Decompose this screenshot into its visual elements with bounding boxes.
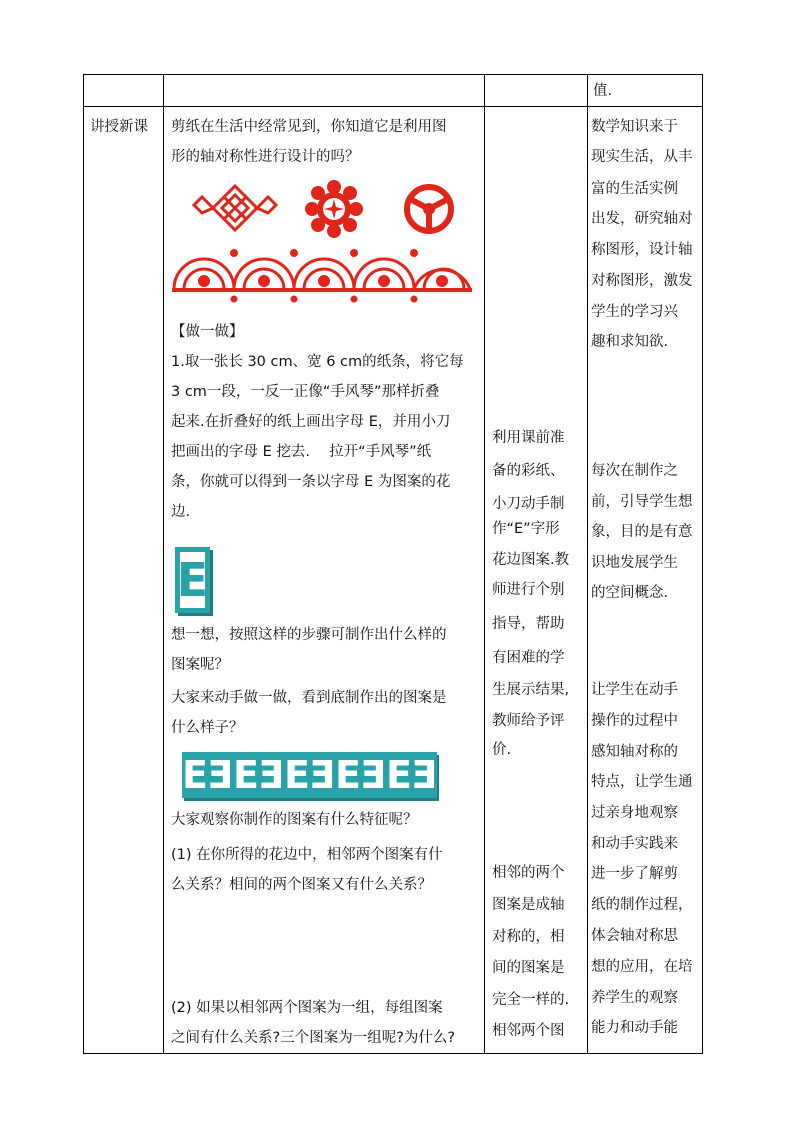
activity-line-8: 有困难的学 [492,650,565,666]
q2-line-1: (2) 如果以相邻两个图案为一组，每组图案 [171,1000,443,1016]
strip-letter-e: E [360,753,386,797]
strip-letter-e: E [386,753,412,797]
strip-letter-e: E [284,753,310,797]
activity2-line-5: 完全一样的. [492,992,570,1008]
step1-line-4: 把画出的字母 E 挖去. 拉开“手风琴”纸 [171,444,432,460]
strip-letter-e: E [207,753,233,797]
activity-line-4: 作“E”字形 [492,521,560,537]
observe-line: 大家观察你制作的图案有什么特征呢？ [171,812,418,828]
activity-line-11: 价. [492,742,512,758]
activity-line-1: 利用课前准 [492,430,565,446]
q1-line-1: (1) 在你所得的花边中，相邻两个图案有什 [171,847,443,863]
step1-line-5: 条，你就可以得到一条以字母 E 为图案的花 [171,474,451,490]
try-line-1: 大家来动手做一做，看到底制作出的图案是 [171,690,447,706]
table-border-right [702,74,703,1054]
chinese-knot-papercut [190,183,280,233]
activity2-line-2: 图案是成轴 [492,897,565,913]
activity-line-9: 生展示结果, [492,682,570,698]
activity-line-7: 指导，帮助 [492,616,565,632]
step1-line-6: 边. [171,504,191,520]
flower-papercut [305,180,363,238]
table-divider-1 [163,74,164,1054]
intent2-line-3: 象，目的是有意 [591,524,693,540]
table-divider-3 [587,74,588,1054]
intent3-line-4: 特点，让学生通 [591,774,693,790]
strip-letter-e: E [335,753,361,797]
q2-line-2: 之间有什么关系?三个图案为一组呢?为什么? [171,1030,456,1046]
intent2-line-2: 前，引导学生想 [591,494,693,510]
intent3-line-12: 能力和动手能 [591,1020,678,1036]
letter-e-glyph: E [176,553,209,607]
step1-line-3: 起来.在折叠好的纸上画出字母 E，并用小刀 [171,414,451,430]
scalloped-border-papercut [172,245,472,305]
activity-line-2: 备的彩纸、 [492,463,565,479]
table-border-left [83,74,84,1054]
intent3-line-6: 和动手实践来 [591,836,678,852]
strip-letter-e: E [258,753,284,797]
strip-letter-e: E [233,753,259,797]
think-line-1: 想一想，按照这样的步骤可制作出什么样的 [171,627,447,643]
letter-e-strip [182,752,437,798]
activity-heading: 【做一做】 [171,324,244,340]
intent-line-6: 对称图形，激发 [591,273,693,289]
intent2-line-5: 的空间概念. [591,585,669,601]
intent-line-8: 趣和求知欲. [591,334,669,350]
q1-line-2: 么关系？相间的两个图案又有什么关系？ [171,877,432,893]
table-divider-2 [484,74,485,1054]
table-border-top [83,74,703,75]
strip-letter-e: E [182,753,208,797]
table-row-divider [83,106,703,107]
intent3-line-10: 想的应用，在培 [591,959,693,975]
intent3-line-1: 让学生在动手 [591,682,678,698]
intent3-line-8: 纸的制作过程， [591,897,693,913]
activity-line-10: 教师给予评 [492,713,565,729]
intro-line-2: 形的轴对称性进行设计的吗？ [171,149,360,165]
intent-line-4: 出发，研究轴对 [591,211,693,227]
intent3-line-7: 进一步了解剪 [591,866,678,882]
intent-line-7: 学生的学习兴 [591,304,678,320]
intent2-line-4: 识地发展学生 [591,555,678,571]
activity-line-6: 师进行个别 [492,582,565,598]
activity2-line-6: 相邻两个图 [492,1023,565,1039]
wheel-papercut [402,182,456,236]
letter-e-cutout [175,547,210,613]
strip-letter-e: E [411,753,437,797]
intent3-line-11: 养学生的观察 [591,990,678,1006]
think-line-2: 图案呢？ [171,657,229,673]
intent-line-5: 称图形，设计轴 [591,242,693,258]
row1-intent-text: 值. [593,83,613,99]
intro-line-1: 剪纸在生活中经常见到，你知道它是利用图 [171,119,447,135]
activity-line-3: 小刀动手制 [492,496,565,512]
strip-letter-e: E [309,753,335,797]
intent-line-1: 数学知识来于 [591,119,678,135]
activity2-line-4: 间的图案是 [492,960,565,976]
section-label: 讲授新课 [90,119,148,135]
intent3-line-9: 体会轴对称思 [591,928,678,944]
intent3-line-2: 操作的过程中 [591,713,678,729]
intent3-line-3: 感知轴对称的 [591,744,678,760]
table-border-bottom [83,1053,703,1054]
try-line-2: 什么样子？ [171,720,244,736]
activity2-line-1: 相邻的两个 [492,865,565,881]
activity-line-5: 花边图案.教 [492,552,570,568]
intent-line-2: 现实生活，从丰 [591,149,693,165]
step1-line-2: 3 cm一段，一反一正像“手风琴”那样折叠 [171,384,440,400]
step1-line-1: 1.取一张长 30 cm、宽 6 cm的纸条，将它每 [171,354,464,370]
intent2-line-1: 每次在制作之 [591,463,678,479]
intent3-line-5: 过亲身地观察 [591,805,678,821]
activity2-line-3: 对称的，相 [492,929,565,945]
intent-line-3: 富的生活实例 [591,181,678,197]
